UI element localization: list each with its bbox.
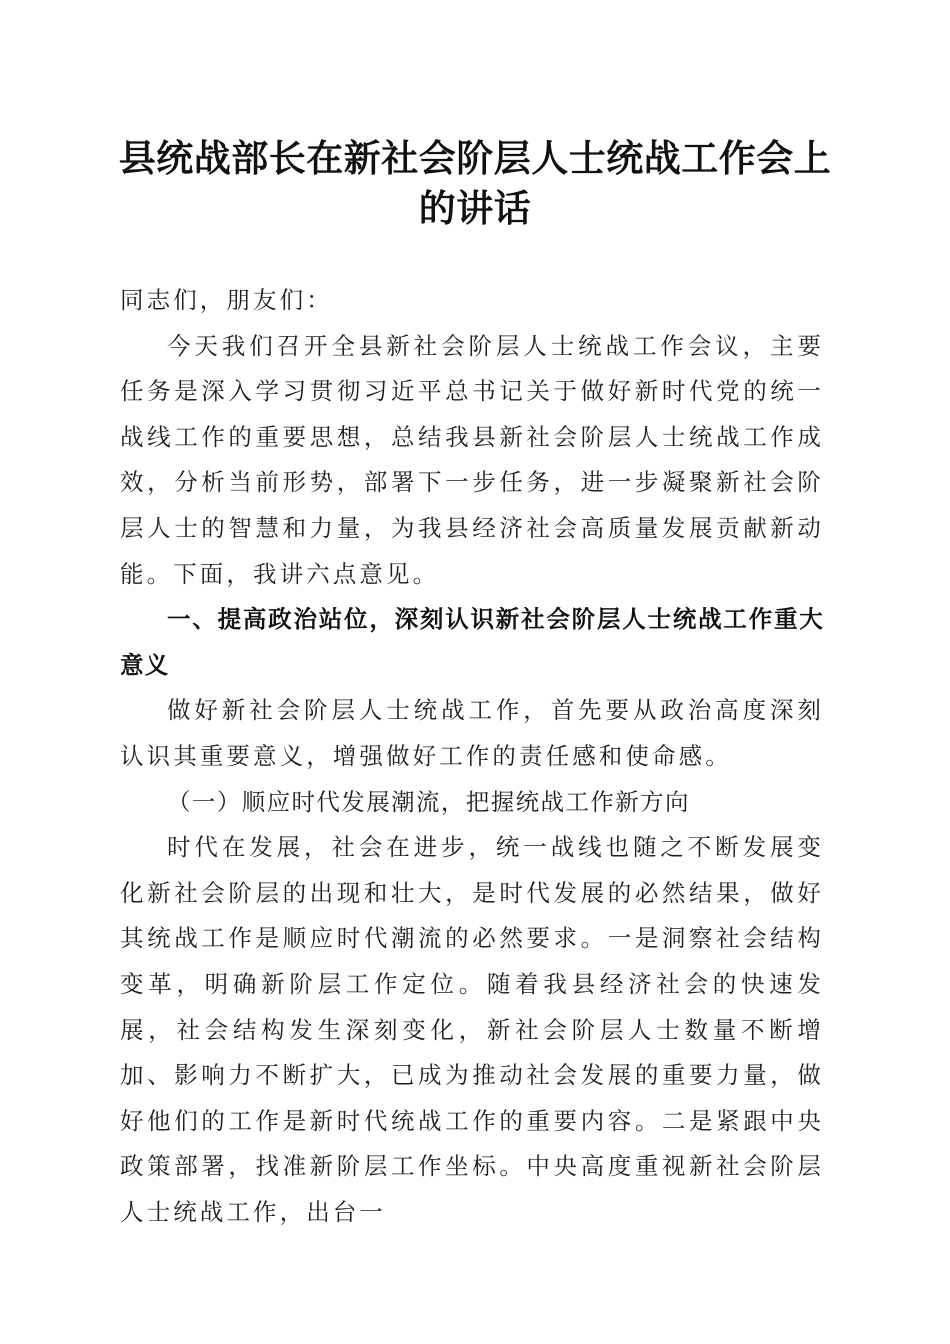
document-title: 县统战部长在新社会阶层人士统战工作会上的讲话 [118,136,832,230]
section-heading: 一、提高政治站位，深刻认识新社会阶层人士统战工作重大意义 [120,605,824,679]
intro-paragraph: 今天我们召开全县新社会阶层人士统战工作会议，主要任务是深入学习贯彻习近平总书记关于做好新时代党的统一战线工作的重要思想，总结我县新社会阶层人士统战工作成效，分析当前形势，部署下一步任务，进一步凝聚新社会阶层人士的智慧和力量，为我县经济社会高质量发展贡献新动能。下面，我讲六点意见。 [120,331,824,588]
salutation: 同志们，朋友们： [120,286,333,314]
subsection-paragraph: 时代在发展，社会在进步，统一战线也随之不断发展变化新社会阶层的出现和壮大，是时代发展的必然结果，做好其统战工作是顺应时代潮流的必然要求。一是洞察社会结构变革，明确新阶层工作定位。随着我县经济社会的快速发展，社会结构发生深刻变化，新社会阶层人士数量不断增加、影响力不断扩大，已成为推动社会发展的重要力量，做好他们的工作是新时代统战工作的重要内容。二是紧跟中央政策部署，找准新阶层工作坐标。中央高度重视新社会阶层人士统战工作，出台一 [120,833,824,1226]
section-paragraph: 做好新社会阶层人士统战工作，首先要从政治高度深刻认识其重要意义，增强做好工作的责任感和使命感。 [120,696,824,770]
document-body [120,278,824,1235]
subsection-heading: （一）顺应时代发展潮流，把握统战工作新方向 [167,787,690,816]
